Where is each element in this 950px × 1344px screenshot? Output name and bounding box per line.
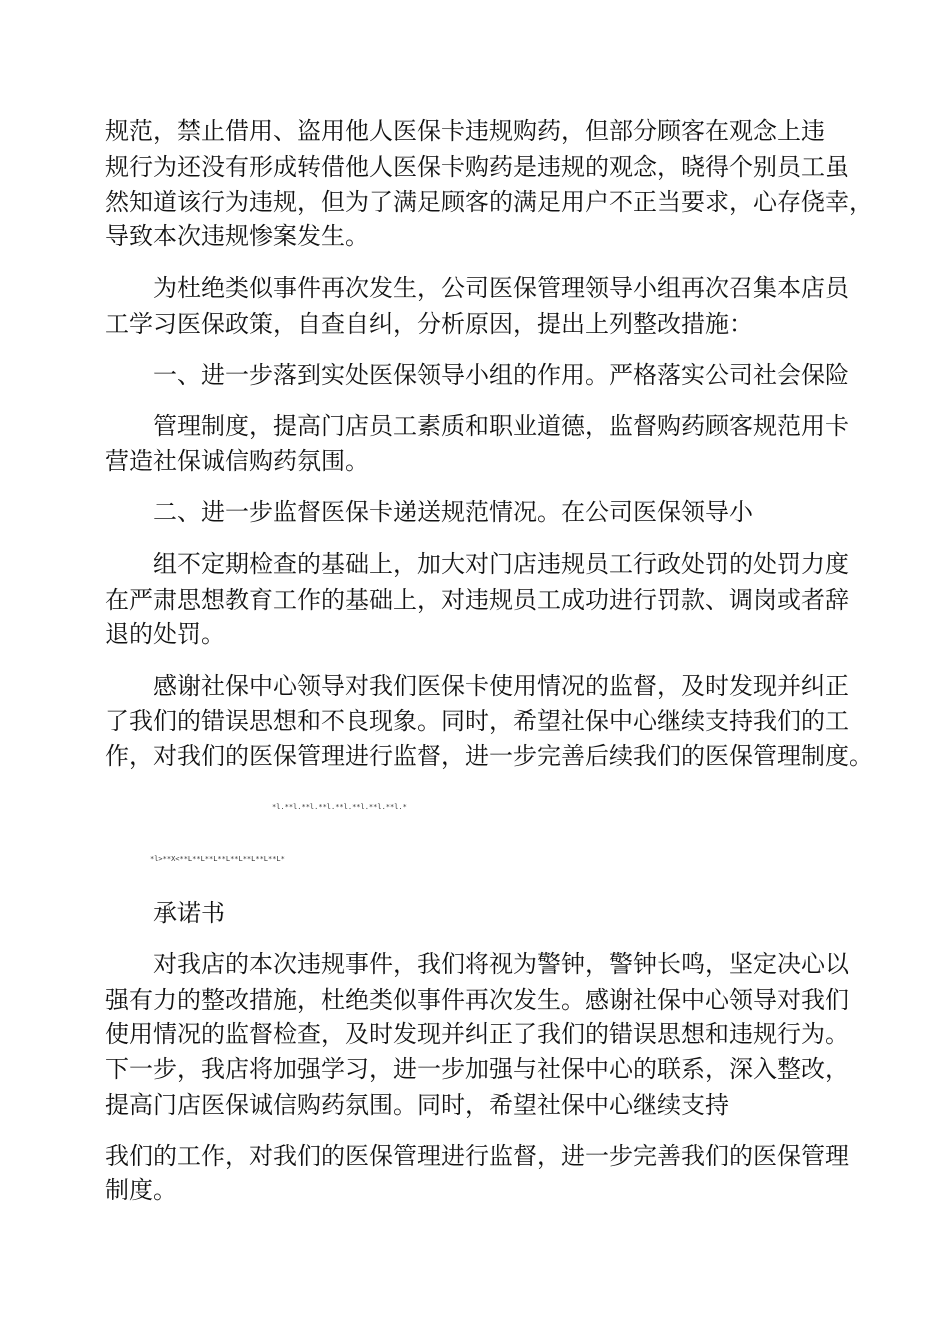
paragraph-line: 然知道该行为违规，但为了满足顾客的满足用户不正当要求，心存侥幸， xyxy=(105,188,873,216)
paragraph-line: 管理制度，提高门店员工素质和职业道德，监督购药顾客规范用卡 xyxy=(153,412,849,440)
paragraph-line: 工学习医保政策，自查自纠，分析原因，提出上列整改措施： xyxy=(105,310,753,338)
noise-text: *l.**l.**l.**l.**l.**l.**l.**l.* xyxy=(272,803,407,811)
paragraph-line: 感谢社保中心领导对我们医保卡使用情况的监督，及时发现并纠正 xyxy=(153,672,849,700)
paragraph-line: 下一步，我店将加强学习，进一步加强与社保中心的联系，深入整改， xyxy=(105,1055,849,1083)
paragraph-line: 营造社保诚信购药氛围。 xyxy=(105,447,369,475)
noise-text: *l>**X<**L**L**L**L**L**L**L**L* xyxy=(150,855,285,863)
paragraph-line: 规范，禁止借用、盗用他人医保卡违规购药，但部分顾客在观念上违 xyxy=(105,117,825,145)
paragraph-line: 导致本次违规惨案发生。 xyxy=(105,222,369,250)
measure-one-heading: 一、进一步落到实处医保领导小组的作用。严格落实公司社会保险 xyxy=(153,361,849,389)
section-heading: 承诺书 xyxy=(153,899,225,927)
measure-two-heading: 二、进一步监督医保卡递送规范情况。在公司医保领导小 xyxy=(153,498,753,526)
paragraph-line: 对我店的本次违规事件，我们将视为警钟，警钟长鸣，坚定决心以 xyxy=(153,950,849,978)
paragraph-line: 为杜绝类似事件再次发生，公司医保管理领导小组再次召集本店员 xyxy=(153,274,849,302)
paragraph-line: 强有力的整改措施，杜绝类似事件再次发生。感谢社保中心领导对我们 xyxy=(105,986,849,1014)
paragraph-line: 在严肃思想教育工作的基础上，对违规员工成功进行罚款、调岗或者辞 xyxy=(105,586,849,614)
paragraph-line: 规行为还没有形成转借他人医保卡购药是违规的观念，晓得个别员工虽 xyxy=(105,153,849,181)
paragraph-line: 了我们的错误思想和不良现象。同时，希望社保中心继续支持我们的工 xyxy=(105,707,849,735)
paragraph-line: 我们的工作，对我们的医保管理进行监督，进一步完善我们的医保管理 xyxy=(105,1142,849,1170)
paragraph-line: 使用情况的监督检查，及时发现并纠正了我们的错误思想和违规行为。 xyxy=(105,1020,849,1048)
paragraph-line: 作，对我们的医保管理进行监督，进一步完善后续我们的医保管理制度。 xyxy=(105,742,873,770)
paragraph-line: 提高门店医保诚信购药氛围。同时，希望社保中心继续支持 xyxy=(105,1091,729,1119)
paragraph-line: 组不定期检查的基础上，加大对门店违规员工行政处罚的处罚力度 xyxy=(153,550,849,578)
paragraph-line: 制度。 xyxy=(105,1176,177,1204)
paragraph-line: 退的处罚。 xyxy=(105,620,225,648)
